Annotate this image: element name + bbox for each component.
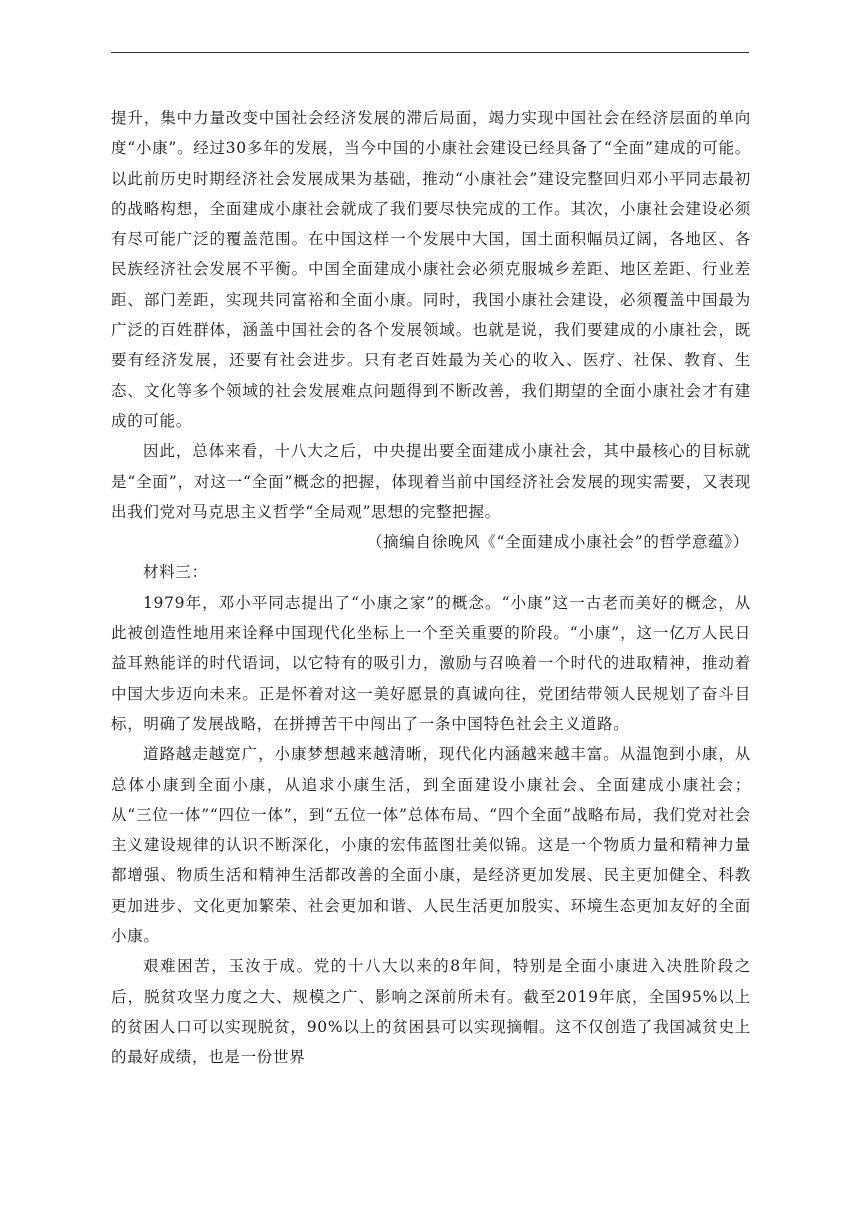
document-body: [111, 103, 751, 1073]
material-paragraph-3: 艰难困苦，玉汝于成。党的十八大以来的8年间，特别是全面小康进入决胜阶段之后，脱贫攻坚力度之大、规模之广、影响之深前所未有。截至2019年底，全国95%以上的贫困人口可以实现脱贫，90%以上的贫困县可以实现摘帽。这不仅创造了我国减贫史上的最好成绩，也是一份世界: [111, 957, 751, 1067]
source-citation: （摘编自徐晚风《“全面建成小康社会”的哲学意蕴》）: [366, 533, 749, 552]
material-paragraph-1: 1979年，邓小平同志提出了“小康之家”的概念。“小康”这一古老而美好的概念，从此被创造性地用来诠释中国现代化坐标上一个至关重要的阶段。“小康”，这一亿万人民日益耳熟能详的时代语词，以它特有的吸引力，激励与召唤着一个时代的进取精神，推动着中国大步迈向未来。正是怀着对这一美好愿景的真诚向往，党团结带领人民规划了奋斗目标，明确了发展战略，在拼搏苦干中闯出了一条中国特色社会主义道路。: [111, 593, 751, 733]
material-paragraph-2: 道路越走越宽广，小康梦想越来越清晰，现代化内涵越来越丰富。从温饱到小康，从总体小康到全面小康，从追求小康生活，到全面建设小康社会、全面建成小康社会；从“三位一体”“四位一体”，到“五位一体”总体布局、“四个全面”战略布局，我们党对社会主义建设规律的认识不断深化，小康的宏伟蓝图壮美似锦。这是一个物质力量和精神力量都增强、物质生活和精神生活都改善的全面小康，是经济更加发展、民主更加健全、科教更加进步、文化更加繁荣、社会更加和谐、人民生活更加殷实、环境生态更加友好的全面小康。: [111, 745, 751, 946]
material-label: 材料三：: [143, 563, 208, 582]
paragraph-continuation: 提升，集中力量改变中国社会经济发展的滞后局面，竭力实现中国社会在经济层面的单向度“小康”。经过30多年的发展，当今中国的小康社会建设已经具备了“全面”建成的可能。以此前历史时期经济社会发展成果为基础，推动“小康社会”建设完整回归邓小平同志最初的战略构想，全面建成小康社会就成了我们要尽快完成的工作。其次，小康社会建设必须有尽可能广泛的覆盖范围。在中国这样一个发展中大国，国土面积幅员辽阔，各地区、各民族经济社会发展不平衡。中国全面建成小康社会必须克服城乡差距、地区差距、行业差距、部门差距，实现共同富裕和全面小康。同时，我国小康社会建设，必须覆盖中国最为广泛的百姓群体，涵盖中国社会的各个发展领域。也就是说，我们要建成的小康社会，既要有经济发展，还要有社会进步。只有老百姓最为关心的收入、医疗、社保、教育、生态、文化等多个领域的社会发展难点问题得到不断改善，我们期望的全面小康社会才有建成的可能。: [111, 109, 751, 430]
header-rule: [111, 52, 749, 53]
paragraph-conclusion: 因此，总体来看，十八大之后，中央提出要全面建成小康社会，其中最核心的目标就是“全面”，对这一“全面”概念的把握，体现着当前中国经济社会发展的现实需要，又表现出我们党对马克思主义哲学“全局观”思想的完整把握。: [111, 442, 751, 521]
